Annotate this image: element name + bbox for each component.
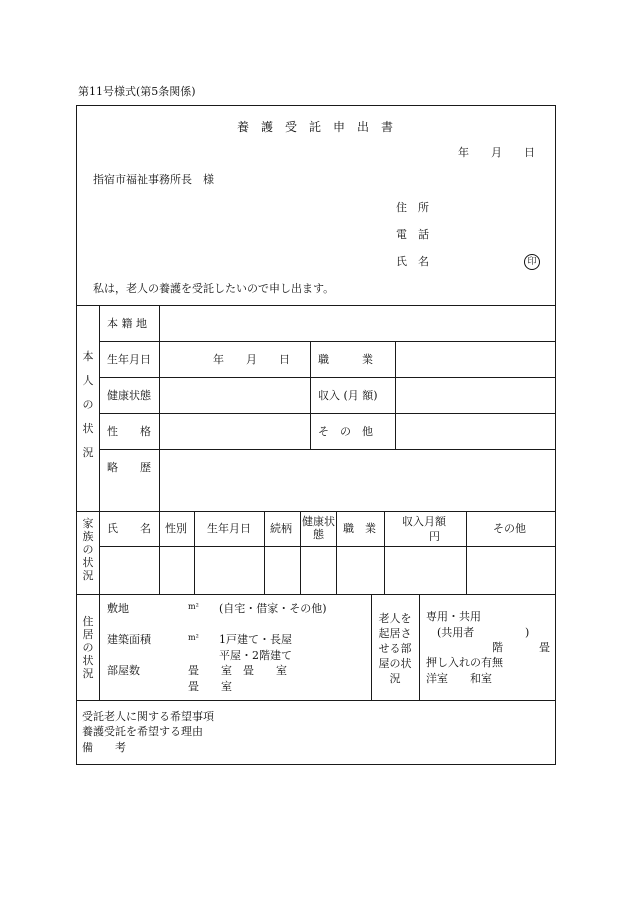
family-col-line-3: [264, 511, 265, 594]
use-type: 専用・共用: [426, 610, 481, 623]
rooms-label: 部屋数: [107, 664, 140, 677]
family-col-line-2: [194, 511, 195, 594]
family-header-income: 収入月額: [402, 515, 446, 528]
closet-label: 押し入れの有無: [426, 656, 503, 669]
building-area-unit: m²: [188, 633, 199, 642]
remarks-label: 備 考: [82, 741, 126, 754]
site-label: 敷地: [107, 602, 129, 615]
date-line: 年 月 日: [458, 146, 535, 159]
domicile-label: 本 籍 地: [107, 317, 147, 330]
frame-bottom: [76, 764, 556, 765]
room-style: 洋室 和室: [426, 672, 492, 685]
rooms-row-1: 畳 室 畳 室: [188, 664, 287, 677]
applicant-phone-label: 電 話: [396, 228, 429, 241]
shared-with: (共用者: [437, 626, 475, 639]
health-label: 健康状態: [107, 389, 151, 402]
site-options: (自宅・借家・その他): [219, 602, 327, 615]
occupation-label: 職 業: [318, 353, 373, 366]
family-header-birth: 生年月日: [207, 522, 251, 535]
family-top-line: [76, 511, 556, 512]
wishes-label: 受託老人に関する希望事項: [82, 710, 214, 723]
frame-right: [555, 105, 556, 764]
birth-date-label: 生年月日: [107, 353, 151, 366]
self-field-divider: [159, 305, 160, 511]
rooms-row-2: 畳 室: [188, 680, 232, 693]
family-income-unit: 円: [429, 530, 440, 543]
self-section-title: 本人の状況: [82, 350, 94, 459]
family-header-name: 氏 名: [107, 522, 151, 535]
family-header-job: 職 業: [343, 522, 376, 535]
form-number: 第11号様式(第5条関係): [78, 85, 196, 98]
family-col-line-4: [300, 511, 301, 594]
addressee: 指宿市福祉事務所長 様: [93, 173, 214, 186]
family-col-line-1: [159, 511, 160, 594]
housing-section-title: 住居の状況: [82, 615, 94, 680]
family-col-line-7: [466, 511, 467, 594]
frame-top: [76, 105, 556, 106]
seal-mark-icon: 印: [524, 254, 540, 270]
income-label: 収入 (月 額): [318, 389, 378, 402]
self-row-line-1: [99, 341, 556, 342]
reason-label: 養護受託を希望する理由: [82, 725, 203, 738]
birth-date-value: 年 月 日: [213, 353, 290, 366]
elder-room-label: 老人を起居させる部屋の状況: [378, 612, 412, 685]
other-label: そ の 他: [318, 425, 373, 438]
family-col-line-6: [384, 511, 385, 594]
declaration-text: 私は，老人の養護を受託したいので申し出ます。: [93, 282, 335, 295]
applicant-name-label: 氏 名: [396, 255, 429, 268]
building-area-label: 建築面積: [107, 633, 151, 646]
floor-label: 階: [492, 641, 503, 654]
self-row-line-2: [99, 377, 556, 378]
housing-top-line: [76, 594, 556, 595]
housing-label-divider: [99, 594, 100, 700]
form-title: 養 護 受 託 申 出 書: [236, 120, 393, 134]
applicant-address-label: 住 所: [396, 201, 429, 214]
self-row-line-3: [99, 413, 556, 414]
family-section-title: 家族の状況: [82, 517, 94, 582]
self-mid-divider-b: [395, 341, 396, 449]
self-mid-divider-a: [310, 341, 311, 449]
family-header-relation: 続柄: [270, 522, 292, 535]
character-label: 性 格: [107, 425, 151, 438]
shared-with-close: ): [525, 626, 530, 639]
family-header-line: [99, 546, 556, 547]
self-top-line: [76, 305, 556, 306]
self-label-divider: [99, 305, 100, 511]
building-type-1: 1戸建て・長屋: [219, 633, 292, 646]
housing-bottom-line: [76, 700, 556, 701]
family-col-line-5: [336, 511, 337, 594]
career-label: 略 歴: [107, 461, 151, 474]
self-row-line-4: [99, 449, 556, 450]
family-header-health: 健康状態: [302, 515, 335, 541]
family-header-other: その他: [493, 522, 526, 535]
housing-room-divider-b: [419, 594, 420, 700]
building-type-2: 平屋・2階建て: [219, 649, 292, 662]
frame-left: [76, 105, 77, 764]
housing-room-divider-a: [371, 594, 372, 700]
tatami-label: 畳: [539, 641, 550, 654]
family-header-sex: 性別: [165, 522, 187, 535]
site-unit: m²: [188, 602, 199, 611]
family-label-divider: [99, 511, 100, 594]
